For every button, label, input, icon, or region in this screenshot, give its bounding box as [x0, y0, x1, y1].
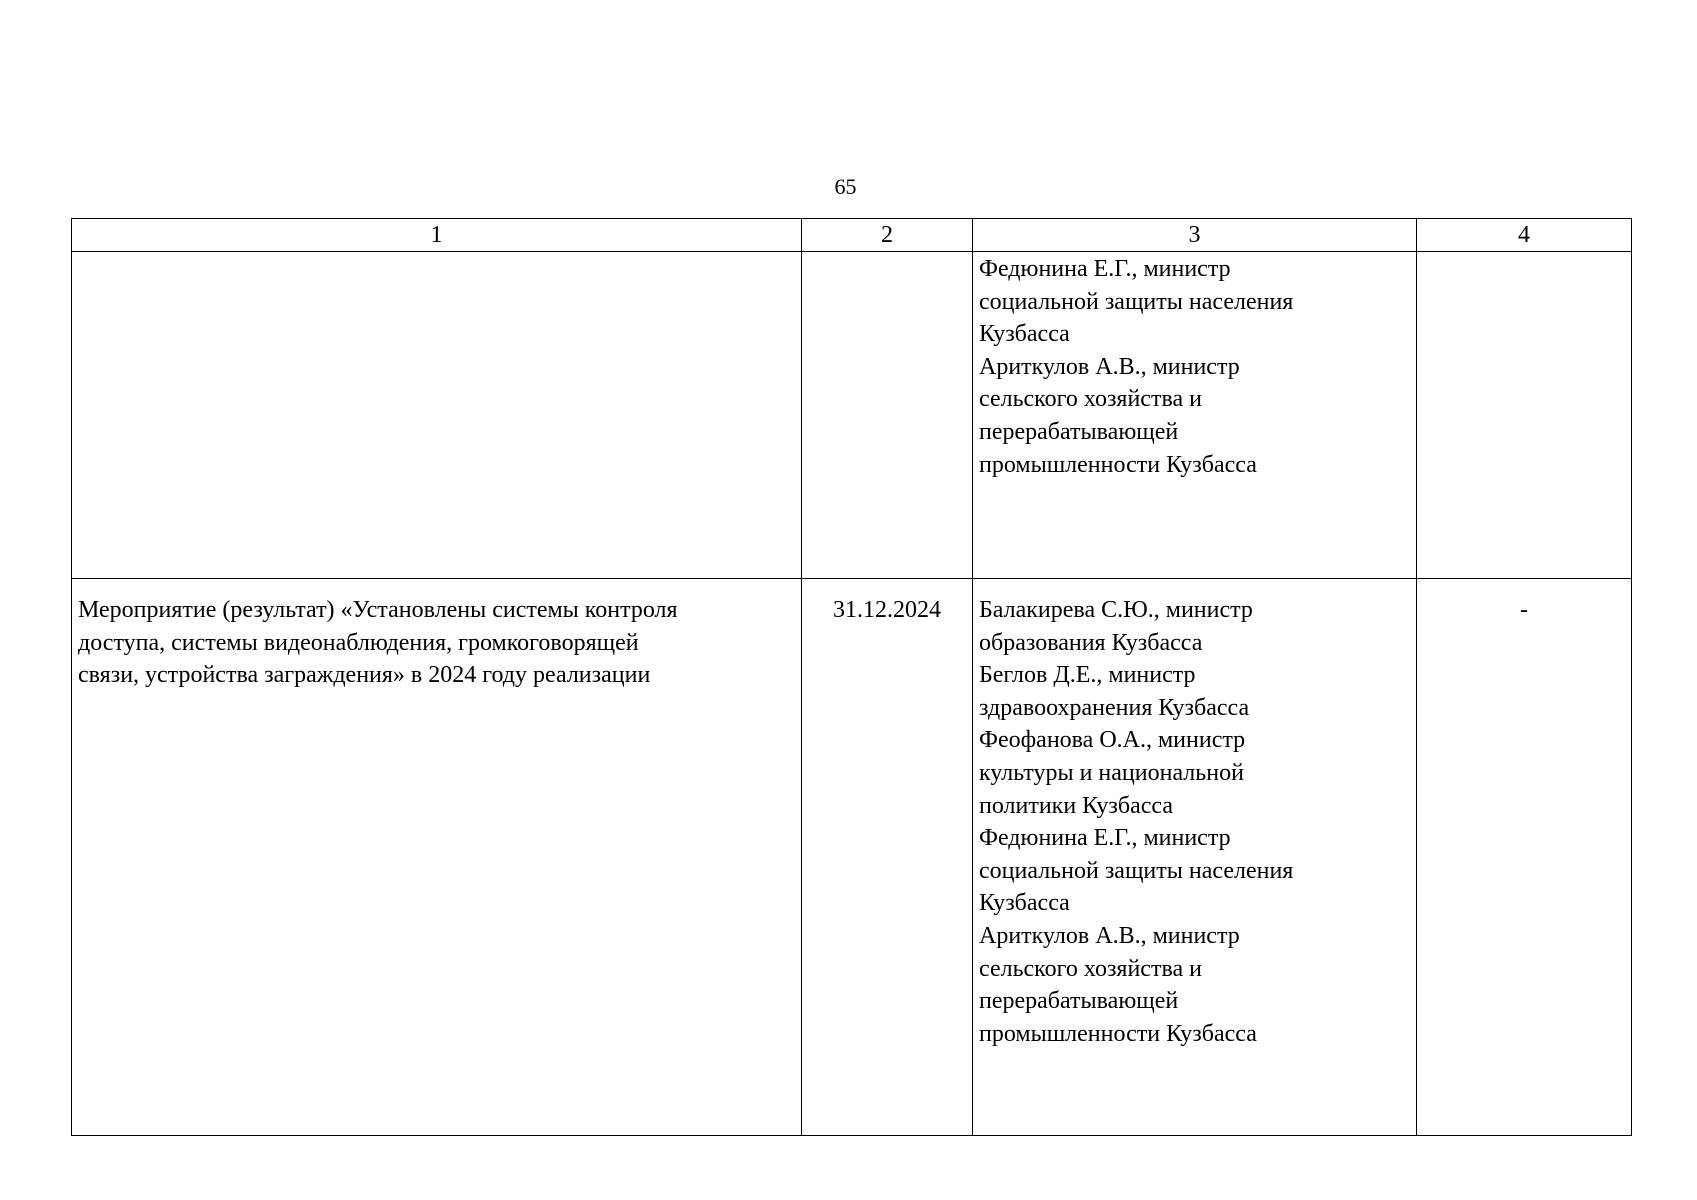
responsible-line: здравоохранения Кузбасса [979, 694, 1250, 721]
row2-note-cell: - [1417, 579, 1632, 1136]
responsible-line: образования Кузбасса [979, 629, 1203, 656]
document-table [71, 218, 1632, 1136]
header-cell-3: 3 [973, 219, 1417, 252]
page-number: 65 [834, 174, 857, 199]
row2-date-cell: 31.12.2024 [802, 579, 973, 1136]
responsible-line: культуры и национальной [979, 759, 1244, 786]
responsible-line: Балакирева С.Ю., министр [979, 597, 1253, 623]
responsible-line: Ариткулов А.В., министр [979, 922, 1240, 949]
responsible-line: перерабатывающей [979, 418, 1179, 445]
row1-note-cell [1417, 252, 1632, 579]
responsible-line: политики Кузбасса [979, 792, 1173, 819]
responsible-line: социальной защиты населения [979, 857, 1294, 884]
event-line: доступа, системы видеонаблюдения, громкоговорящей [78, 629, 639, 656]
row1-date-cell [802, 252, 973, 579]
responsible-line: Кузбасса [979, 321, 1070, 348]
event-line: связи, устройства заграждения» в 2024 году реализации [78, 662, 651, 689]
row2-responsible-cell [973, 579, 1417, 1136]
event-line: Мероприятие (результат) «Установлены системы контроля [78, 597, 678, 623]
responsible-line: Феофанова О.А., министр [979, 727, 1246, 754]
responsible-line: Беглов Д.Е., министр [979, 662, 1196, 689]
row1-event-cell [72, 252, 802, 579]
responsible-line: Федюнина Е.Г., министр [979, 256, 1231, 282]
header-cell-2: 2 [802, 219, 973, 252]
responsible-line: Ариткулов А.В., министр [979, 353, 1240, 380]
responsible-line: сельского хозяйства и [979, 386, 1202, 413]
responsible-line: сельского хозяйства и [979, 955, 1202, 982]
header-cell-4: 4 [1417, 219, 1632, 252]
header-cell-1: 1 [72, 219, 802, 252]
responsible-line: промышленности Кузбасса [979, 1020, 1257, 1047]
row1-responsible-cell [973, 252, 1417, 579]
responsible-line: Кузбасса [979, 890, 1070, 917]
responsible-line: социальной защиты населения [979, 288, 1294, 315]
responsible-line: перерабатывающей [979, 988, 1179, 1015]
table-row [72, 579, 1632, 1136]
responsible-line: Федюнина Е.Г., министр [979, 825, 1231, 852]
table-row [72, 252, 1632, 579]
table-header-row [72, 219, 1632, 252]
row2-event-cell [72, 579, 802, 1136]
responsible-line: промышленности Кузбасса [979, 451, 1257, 478]
